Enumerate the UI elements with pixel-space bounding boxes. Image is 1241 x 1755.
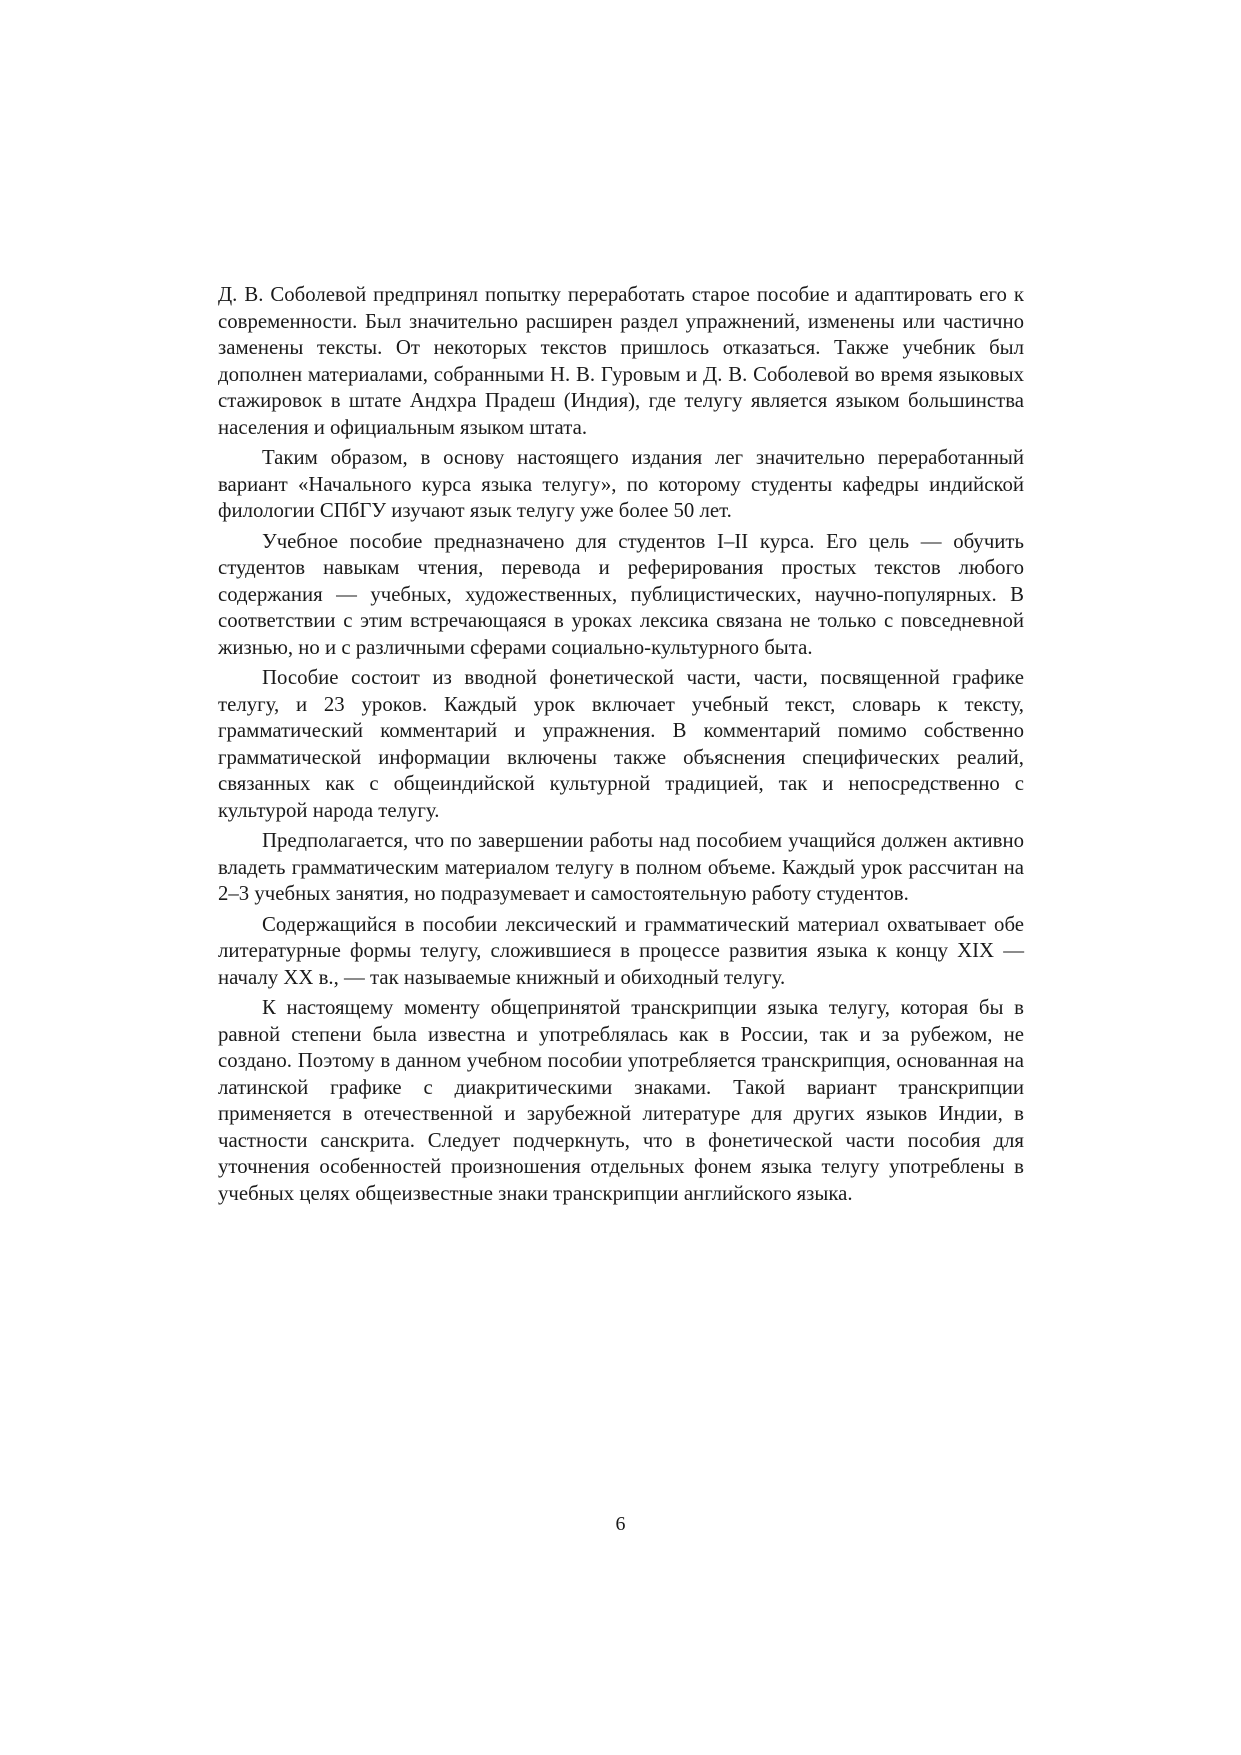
paragraph-3: Учебное пособие предназначено для студентов I–II курса. Его цель — обучить студентов навыкам чтения, перевода и реферирования простых текстов любого содержания — учебных, художественных, публицистических, научно-популярных. В соответствии с этим встречающаяся в уроках лексика связана не только с повседневной жизнью, но и с различными сферами социально-культурного быта. [218,529,1024,659]
paragraph-4: Пособие состоит из вводной фонетической части, части, посвященной графике телугу, и 23 уроков. Каждый урок включает учебный текст, словарь к тексту, грамматический комментарий и упражнения. В комментарий помимо собственно грамматической информации включены также объяснения специфических реалий, связанных как с общеиндийской культурной традицией, так и непосредственно с культурой народа телугу. [218,666,1024,822]
body-text [218,282,1024,1211]
paragraph-1: Д. В. Соболевой предпринял попытку переработать старое пособие и адаптировать его к современности. Был значительно расширен раздел упражнений, изменены или частично заменены тексты. От некоторых текстов пришлось отказаться. Также учебник был дополнен материалами, собранными Н. В. Гуровым и Д. В. Соболевой во время языковых стажировок в штате Андхра Прадеш (Индия), где телугу является языком большинства населения и официальным языком штата. [218,283,1024,439]
page-number: 6 [615,1513,626,1535]
paragraph-2: Таким образом, в основу настоящего издания лег значительно переработанный вариант «Начального курса языка телугу», по которому студенты кафедры индийской филологии СПбГУ изучают язык телугу уже более 50 лет. [218,446,1024,522]
paragraph-7: К настоящему моменту общепринятой транскрипции языка телугу, которая бы в равной степени была известна и употреблялась как в России, так и за рубежом, не создано. Поэтому в данном учебном пособии употребляется транскрипция, основанная на латинской графике с диакритическими знаками. Такой вариант транскрипции применяется в отечественной и зарубежной литературе для других языков Индии, в частности санскрита. Следует подчеркнуть, что в фонетической части пособия для уточнения особенностей произношения отдельных фонем языка телугу употреблены в учебных целях общеизвестные знаки транскрипции английского языка. [218,996,1024,1205]
paragraph-5: Предполагается, что по завершении работы над пособием учащийся должен активно владеть грамматическим материалом телугу в полном объеме. Каждый урок рассчитан на 2–3 учебных занятия, но подразумевает и самостоятельную работу студентов. [218,829,1024,905]
paragraph-6: Содержащийся в пособии лексический и грамматический материал охватывает обе литературные формы телугу, сложившиеся в процессе развития языка к концу XIX — началу XX в., — так называемые книжный и обиходный телугу. [218,912,1024,989]
